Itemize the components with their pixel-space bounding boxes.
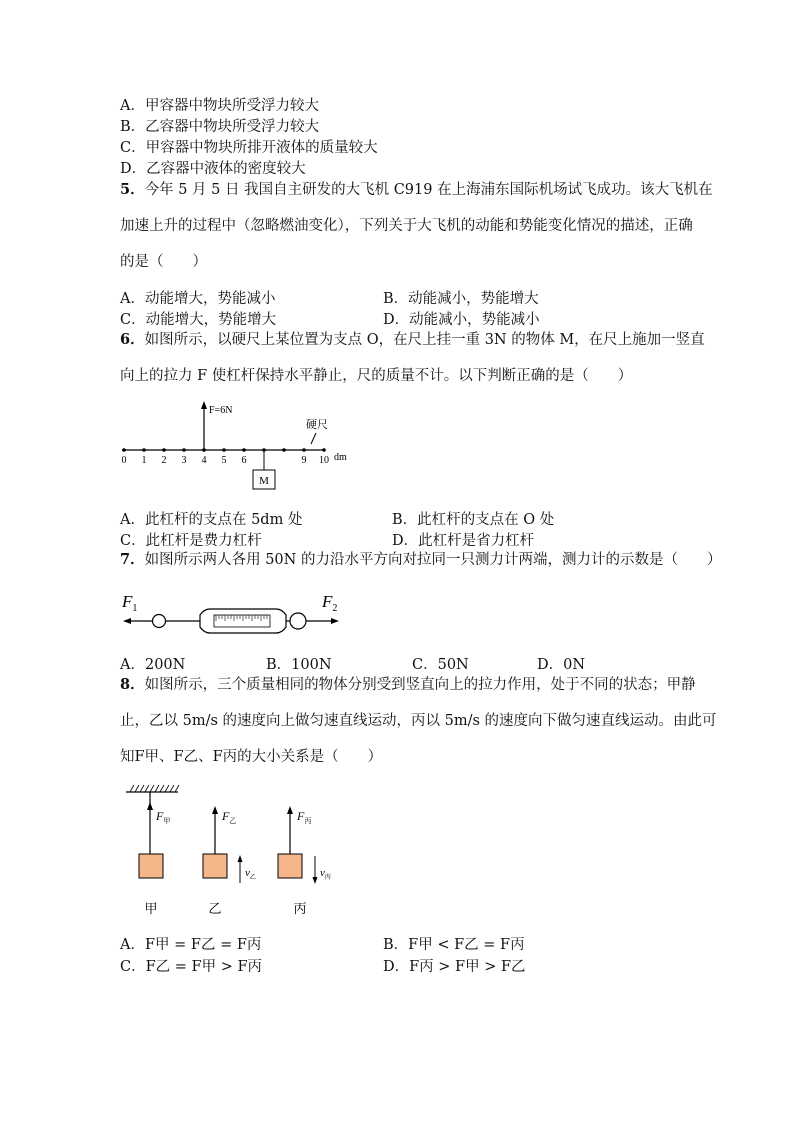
yi-block bbox=[203, 854, 227, 878]
bing-force-label: $F_丙$ bbox=[297, 809, 312, 825]
yi-velocity-label: $v_乙$ bbox=[245, 867, 256, 881]
q5-option-b: B．动能减小，势能增大 bbox=[383, 291, 539, 307]
q6-stem-line-1: 6．如图所示，以硬尺上某位置为支点 O，在尺上挂一重 3N 的物体 M，在尺上施加一竖直 bbox=[120, 331, 705, 348]
q8-stem-line-2: 止，乙以 5m/s 的速度向上做匀速直线运动，丙以 5m/s 的速度向下做匀速直线运动。由此可 bbox=[120, 713, 717, 729]
tick-5: 5 bbox=[221, 455, 227, 466]
mass-label: M bbox=[259, 475, 269, 487]
tick-1: 1 bbox=[141, 455, 147, 466]
q6-stem-line-2: 向上的拉力 F 使杠杆保持水平静止，尺的质量不计。以下判断正确的是（ ） bbox=[120, 368, 633, 384]
bing-velocity-head bbox=[313, 877, 318, 884]
q6-option-b: B．此杠杆的支点在 O 处 bbox=[392, 512, 555, 528]
q6-number: 6． bbox=[120, 331, 145, 348]
f1-label: $F_1$ bbox=[122, 592, 138, 614]
tick-6: 6 bbox=[241, 455, 247, 466]
tick-9: 9 bbox=[301, 455, 307, 466]
q5-stem-line-2: 加速上升的过程中（忽略燃油变化），下列关于大飞机的动能和势能变化情况的描述，正确 bbox=[120, 218, 693, 234]
q6-option-c: C．此杠杆是费力杠杆 bbox=[120, 533, 262, 549]
q5-option-c: C．动能增大，势能增大 bbox=[120, 312, 277, 328]
q7-spring-scale-figure bbox=[118, 585, 348, 635]
q8-option-b: B．F甲 < F乙 = F丙 bbox=[383, 937, 525, 953]
tick-10: 10 bbox=[319, 455, 329, 466]
scale-window bbox=[214, 615, 270, 627]
q5-option-d: D．动能减小，势能减小 bbox=[383, 312, 540, 328]
q8-option-a: A．F甲 = F乙 = F丙 bbox=[120, 937, 262, 953]
yi-force-head bbox=[212, 806, 218, 814]
bing-velocity-label: $v_丙$ bbox=[320, 867, 331, 881]
tick-3: 3 bbox=[181, 455, 187, 466]
q6-lever-figure bbox=[110, 398, 370, 493]
q5-number: 5． bbox=[120, 181, 145, 198]
q5-stem-line-3: 的是（ ） bbox=[120, 254, 207, 270]
yi-velocity-head bbox=[238, 855, 243, 862]
ruler-label-pointer bbox=[311, 433, 316, 444]
q5-stem-line-1: 5．今年 5 月 5 日 我国自主研发的大飞机 C919 在上海浦东国际机场试飞成功。该大飞机在 bbox=[120, 181, 713, 198]
right-ring bbox=[290, 613, 306, 629]
ceiling-hatch bbox=[130, 785, 179, 792]
q4-option-d: D．乙容器中液体的密度较大 bbox=[120, 161, 306, 177]
q7-option-c: C．50N bbox=[412, 657, 469, 673]
right-arrow-head bbox=[331, 618, 339, 624]
q8-option-c: C．F乙 = F甲 > F丙 bbox=[120, 959, 263, 975]
jia-block bbox=[139, 854, 163, 878]
q6-option-d: D．此杠杆是省力杠杆 bbox=[392, 533, 535, 549]
yi-force-label: $F_乙$ bbox=[222, 809, 237, 825]
jia-force-label: $F_甲$ bbox=[156, 809, 171, 825]
q4-option-b: B．乙容器中物块所受浮力较大 bbox=[120, 119, 320, 135]
q8-number: 8． bbox=[120, 676, 145, 693]
tick-4: 4 bbox=[201, 455, 207, 466]
q8-three-blocks-figure bbox=[118, 782, 358, 922]
q4-option-a: A．甲容器中物块所受浮力较大 bbox=[120, 98, 319, 114]
q4-option-c: C．甲容器中物块所排开液体的质量较大 bbox=[120, 140, 378, 156]
jia-label: 甲 bbox=[144, 901, 158, 916]
q8-stem-line-1: 8．如图所示，三个质量相同的物体分别受到竖直向上的拉力作用，处于不同的状态；甲静 bbox=[120, 676, 696, 693]
ruler-label: 硬尺 bbox=[306, 419, 328, 431]
q7-option-d: D．0N bbox=[537, 657, 586, 673]
tick-0: 0 bbox=[121, 455, 127, 466]
tick-2: 2 bbox=[161, 455, 167, 466]
q8-stem-line-3: 知F甲、F乙、F丙的大小关系是（ ） bbox=[120, 749, 383, 765]
bing-force-head bbox=[287, 806, 293, 814]
bing-block bbox=[278, 854, 302, 878]
bing-label: 丙 bbox=[293, 901, 307, 916]
q7-option-b: B．100N bbox=[266, 657, 332, 673]
force-arrow-head bbox=[201, 401, 207, 409]
q5-option-a: A．动能增大，势能减小 bbox=[120, 291, 276, 307]
q6-option-a: A．此杠杆的支点在 5dm 处 bbox=[120, 512, 303, 528]
jia-force-head bbox=[147, 802, 153, 810]
f2-label: $F_2$ bbox=[322, 592, 338, 614]
yi-label: 乙 bbox=[208, 901, 222, 916]
q7-option-a: A．200N bbox=[120, 657, 186, 673]
left-arrow-head bbox=[123, 618, 131, 624]
force-label: F=6N bbox=[209, 405, 233, 416]
q7-stem: 7．如图所示两人各用 50N 的力沿水平方向对拉同一只测力计两端，测力计的示数是（ ） bbox=[120, 551, 722, 568]
unit-label: dm bbox=[334, 452, 347, 463]
q8-option-d: D．F丙 > F甲 > F乙 bbox=[383, 959, 526, 975]
q7-number: 7． bbox=[120, 551, 145, 568]
left-ring bbox=[153, 615, 166, 628]
